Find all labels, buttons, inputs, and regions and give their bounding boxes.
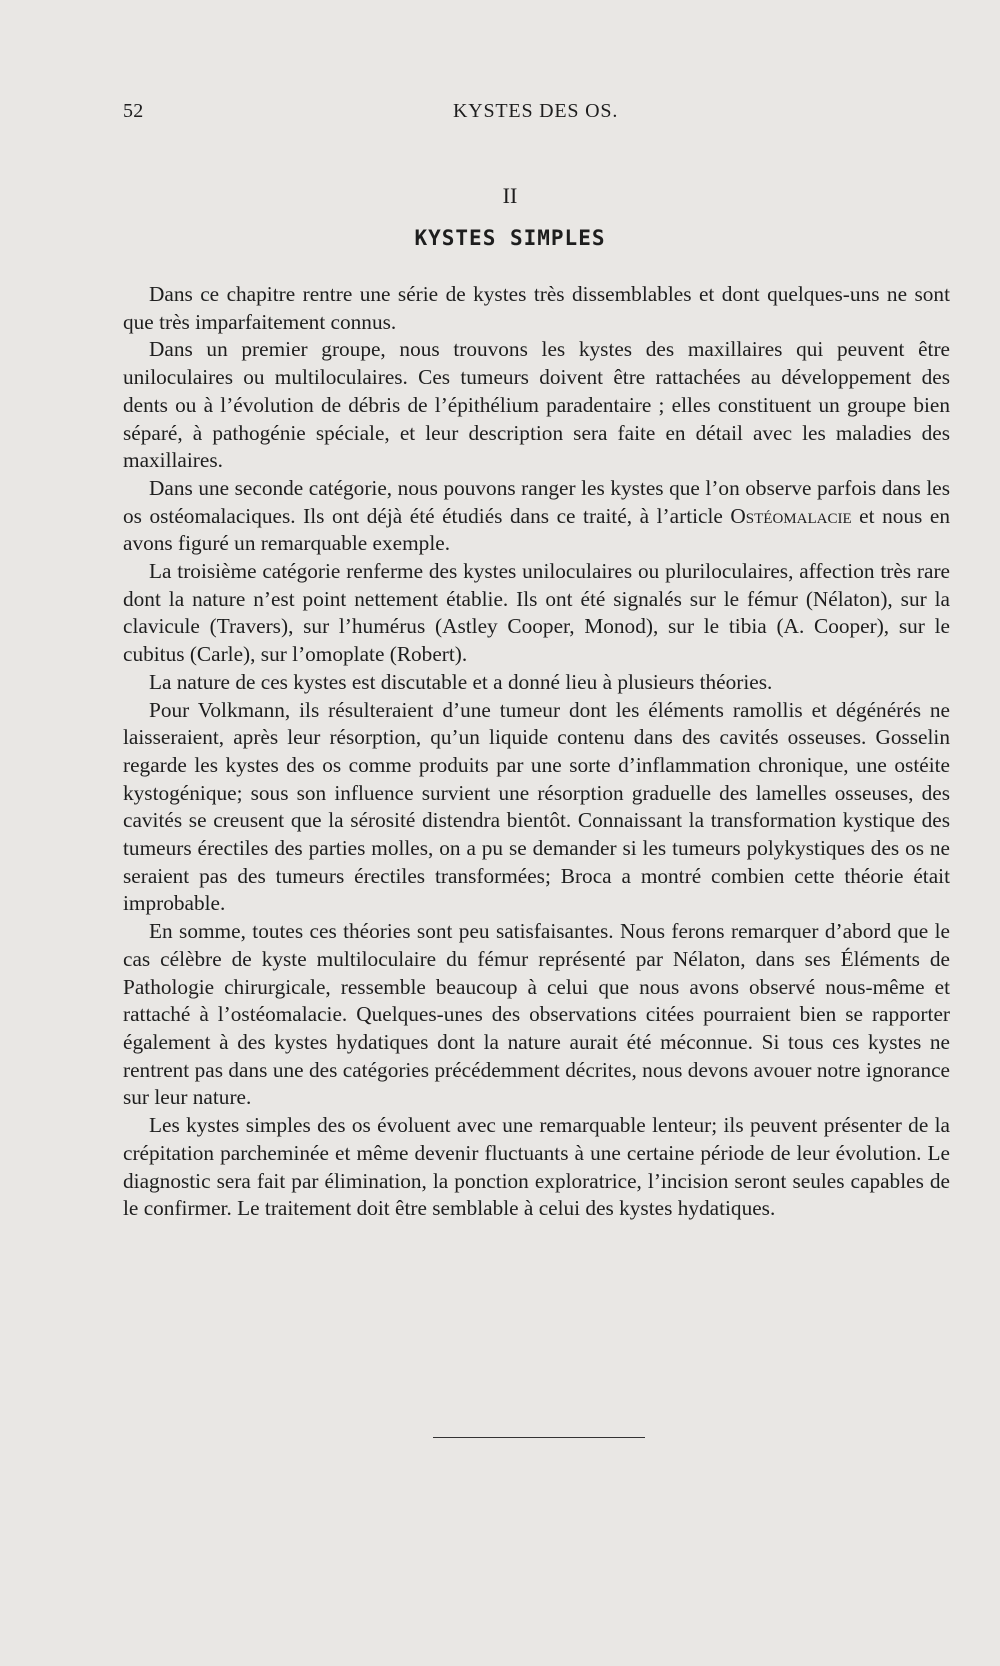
body-text bbox=[123, 281, 950, 1223]
page-number: 52 bbox=[123, 100, 144, 122]
end-rule bbox=[433, 1437, 645, 1438]
paragraph-text: Dans une seconde catégorie, nous pouvons ranger les kystes que l’on observe parfois dans les os ostéomalaciques. Ils ont déjà été étudiés dans ce traité, à l’article bbox=[123, 475, 950, 528]
section-title: KYSTES SIMPLES bbox=[414, 226, 606, 250]
section-number: II bbox=[502, 183, 518, 208]
paragraph: Dans ce chapitre rentre une série de kystes très dissemblables et dont quelques-uns ne sont que très imparfaitement connus. bbox=[123, 282, 950, 334]
paragraph bbox=[123, 475, 950, 558]
paragraph: Pour Volkmann, ils résulteraient d’une tumeur dont les éléments ramollis et dégénérés ne laisseraient, après leur résorption, qu’un liquide contenu dans des cavités osseuses. Gosselin regarde les kystes des os comme produits par une sorte d’inflammation chronique, une ostéite kystogénique; sous son influence survient une résorption graduelle des lamelles osseuses, des cavités se creusent que la sérosité distendra bientôt. Connaissant la transformation kystique des tumeurs érectiles des parties molles, on a pu se demander si les tumeurs polykystiques des os ne seraient pas des tumeurs érectiles transformées; Broca a montré combien cette théorie était improbable. bbox=[123, 697, 950, 916]
cross-reference: Ostéomalacie bbox=[730, 503, 852, 528]
paragraph: Les kystes simples des os évoluent avec une remarquable lenteur; ils peuvent présenter de la crépitation parcheminée et même devenir fluctuants à une certaine période de leur évolution. Le diagnostic sera fait par élimination, la ponction exploratrice, l’incision seront seules capables de le confirmer. Le traitement doit être semblable à celui des kystes hydatiques. bbox=[123, 1113, 950, 1221]
paragraph: La troisième catégorie renferme des kystes uniloculaires ou pluriloculaires, affection très rare dont la nature n’est point nettement établie. Ils ont été signalés sur le fémur (Nélaton), sur la clavicule (Travers), sur l’humérus (Astley Cooper, Monod), sur le tibia (A. Cooper), sur le cubitus (Carle), sur l’omoplate (Robert). bbox=[123, 559, 950, 667]
paragraph: Dans un premier groupe, nous trouvons les kystes des maxillaires qui peuvent être uniloculaires ou multiloculaires. Ces tumeurs doivent être rattachées au développement des dents ou à l’évolution de débris de l’épithélium paradentaire ; elles constituent un groupe bien séparé, à pathogénie spéciale, et leur description sera faite en détail avec les maladies des maxillaires. bbox=[123, 337, 950, 473]
paragraph: La nature de ces kystes est discutable et a donné lieu à plusieurs théories. bbox=[149, 669, 773, 694]
paragraph-text: et nous en avons figuré un remarquable exemple. bbox=[123, 503, 950, 556]
paragraph: En somme, toutes ces théories sont peu satisfaisantes. Nous ferons remarquer d’abord que le cas célèbre de kyste multiloculaire du fémur représenté par Nélaton, dans ses Éléments de Pathologie chirurgicale, ressemble beaucoup à celui que nous avons observé nous-même et rattaché à l’ostéomalacie. Quelques-unes des observations citées pourraient bien se rapporter également à des kystes hydatiques dont la nature aurait été méconnue. Si tous ces kystes ne rentrent pas dans une des catégories précédemment décrites, nous devons avouer notre ignorance sur leur nature. bbox=[123, 919, 950, 1110]
running-title: KYSTES DES OS. bbox=[453, 100, 619, 122]
